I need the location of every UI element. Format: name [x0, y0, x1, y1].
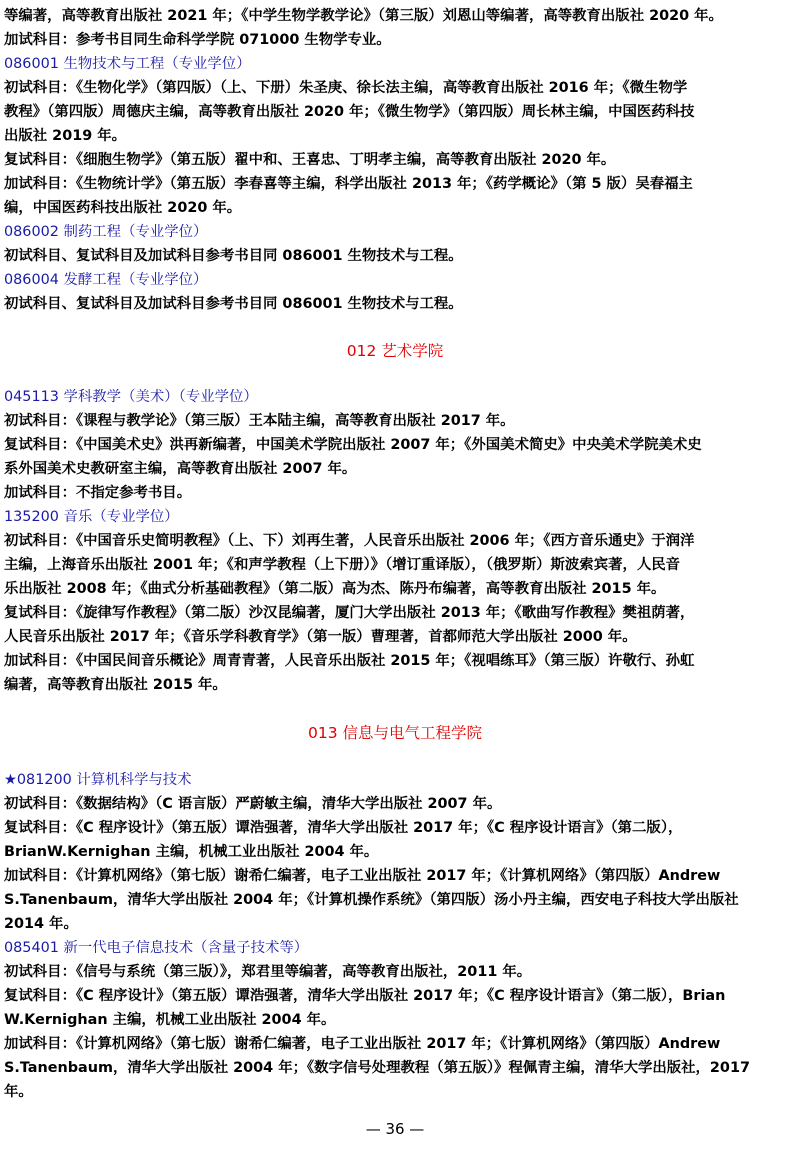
body-text-line: 人民音乐出版社 2017 年；《音乐学科教育学》（第一版）曹理著，首都师范大学出版社 2000 年。 [4, 629, 637, 645]
body-text-line: 乐出版社 2008 年；《曲式分析基础教程》（第二版）高为杰、陈丹布编著，高等教育出版社 2015 年。 [4, 581, 666, 597]
body-text-line: 等编著，高等教育出版社 2021 年；《中学生物学教学论》（第三版）刘恩山等编著，高等教育出版社 2020 年。 [4, 8, 723, 24]
body-text-line: 加试科目：《计算机网络》（第七版）谢希仁编著，电子工业出版社 2017 年；《计算机网络》（第四版）Andrew [4, 868, 721, 884]
program-heading: 045113 学科教学（美术）（专业学位） [4, 389, 258, 405]
body-text-line: 复试科目：《中国美术史》洪再新编著，中国美术学院出版社 2007 年；《外国美术简史》中央美术学院美术史 [4, 437, 702, 453]
body-text-line: 初试科目：《中国音乐史简明教程》（上、下）刘再生著，人民音乐出版社 2006 年；《西方音乐通史》于润洋 [4, 533, 695, 549]
body-text-line: 加试科目：参考书目同生命科学学院 071000 生物学专业。 [4, 32, 391, 48]
body-text-line: 复试科目：《细胞生物学》（第五版）翟中和、王喜忠、丁明孝主编，高等教育出版社 2020 年。 [4, 152, 616, 168]
body-text-line: 加试科目：不指定参考书目。 [4, 485, 192, 501]
body-text-line: BrianW.Kernighan 主编，机械工业出版社 2004 年。 [4, 844, 379, 860]
college-heading: 012 艺术学院 [346, 342, 444, 360]
program-heading: ★081200 计算机科学与技术 [4, 772, 192, 788]
program-heading: 085401 新一代电子信息技术（含量子技术等） [4, 940, 309, 956]
body-text-line: W.Kernighan 主编，机械工业出版社 2004 年。 [4, 1012, 336, 1028]
body-text-line: 系外国美术史教研室主编，高等教育出版社 2007 年。 [4, 461, 357, 477]
page-number: — 36 — [365, 1120, 425, 1138]
body-text-line: 复试科目：《旋律写作教程》（第二版）沙汉昆编著，厦门大学出版社 2013 年；《歌曲写作教程》樊祖荫著， [4, 605, 695, 621]
body-text-line: 复试科目：《C 程序设计》（第五版）谭浩强著，清华大学出版社 2017 年；《C 程序设计语言》（第二版），Brian [4, 988, 726, 1004]
program-heading: 086004 发酵工程（专业学位） [4, 272, 208, 288]
body-text-line: 加试科目：《中国民间音乐概论》周青青著，人民音乐出版社 2015 年；《视唱练耳》（第三版）许敬行、孙虹 [4, 653, 695, 669]
body-text-line: 加试科目：《生物统计学》（第五版）李春喜等主编，科学出版社 2013 年；《药学概论》（第 5 版）吴春福主 [4, 176, 693, 192]
body-text-line: 出版社 2019 年。 [4, 128, 127, 144]
body-text-line: 初试科目：《信号与系统（第三版）》，郑君里等编著，高等教育出版社，2011 年。 [4, 964, 532, 980]
body-text-line: 初试科目：《数据结构》（C 语言版）严蔚敏主编，清华大学出版社 2007 年。 [4, 796, 502, 812]
body-text-line: 主编，上海音乐出版社 2001 年；《和声学教程（上下册）》（增订重译版），（俄罗斯）斯波索宾著，人民音 [4, 557, 681, 573]
body-text-line: 初试科目：《课程与教学论》（第三版）王本陆主编，高等教育出版社 2017 年。 [4, 413, 515, 429]
body-text-line: 初试科目、复试科目及加试科目参考书目同 086001 生物技术与工程。 [4, 248, 463, 264]
body-text-line: 2014 年。 [4, 916, 78, 932]
body-text-line: 教程》（第四版）周德庆主编，高等教育出版社 2020 年；《微生物学》（第四版）周长林主编，中国医药科技 [4, 104, 695, 120]
program-heading: 135200 音乐（专业学位） [4, 509, 179, 525]
body-text-line: 复试科目：《C 程序设计》（第五版）谭浩强著，清华大学出版社 2017 年；《C 程序设计语言》（第二版）， [4, 820, 683, 836]
body-text-line: S.Tanenbaum，清华大学出版社 2004 年；《计算机操作系统》（第四版）汤小丹主编，西安电子科技大学出版社 [4, 892, 739, 908]
body-text-line: 编著，高等教育出版社 2015 年。 [4, 677, 227, 693]
body-text-line: 初试科目、复试科目及加试科目参考书目同 086001 生物技术与工程。 [4, 296, 463, 312]
program-heading: 086001 生物技术与工程（专业学位） [4, 56, 251, 72]
body-text-line: 加试科目：《计算机网络》（第七版）谢希仁编著，电子工业出版社 2017 年；《计算机网络》（第四版）Andrew [4, 1036, 721, 1052]
body-text-line: 初试科目：《生物化学》（第四版）（上、下册）朱圣庚、徐长法主编，高等教育出版社 2016 年；《微生物学 [4, 80, 688, 96]
body-text-line: 编，中国医药科技出版社 2020 年。 [4, 200, 242, 216]
college-heading: 013 信息与电气工程学院 [307, 724, 482, 742]
body-text-line: 年。 [4, 1084, 33, 1100]
program-heading: 086002 制药工程（专业学位） [4, 224, 208, 240]
body-text-line: S.Tanenbaum，清华大学出版社 2004 年；《数字信号处理教程（第五版）》程佩青主编，清华大学出版社，2017 [4, 1060, 750, 1076]
